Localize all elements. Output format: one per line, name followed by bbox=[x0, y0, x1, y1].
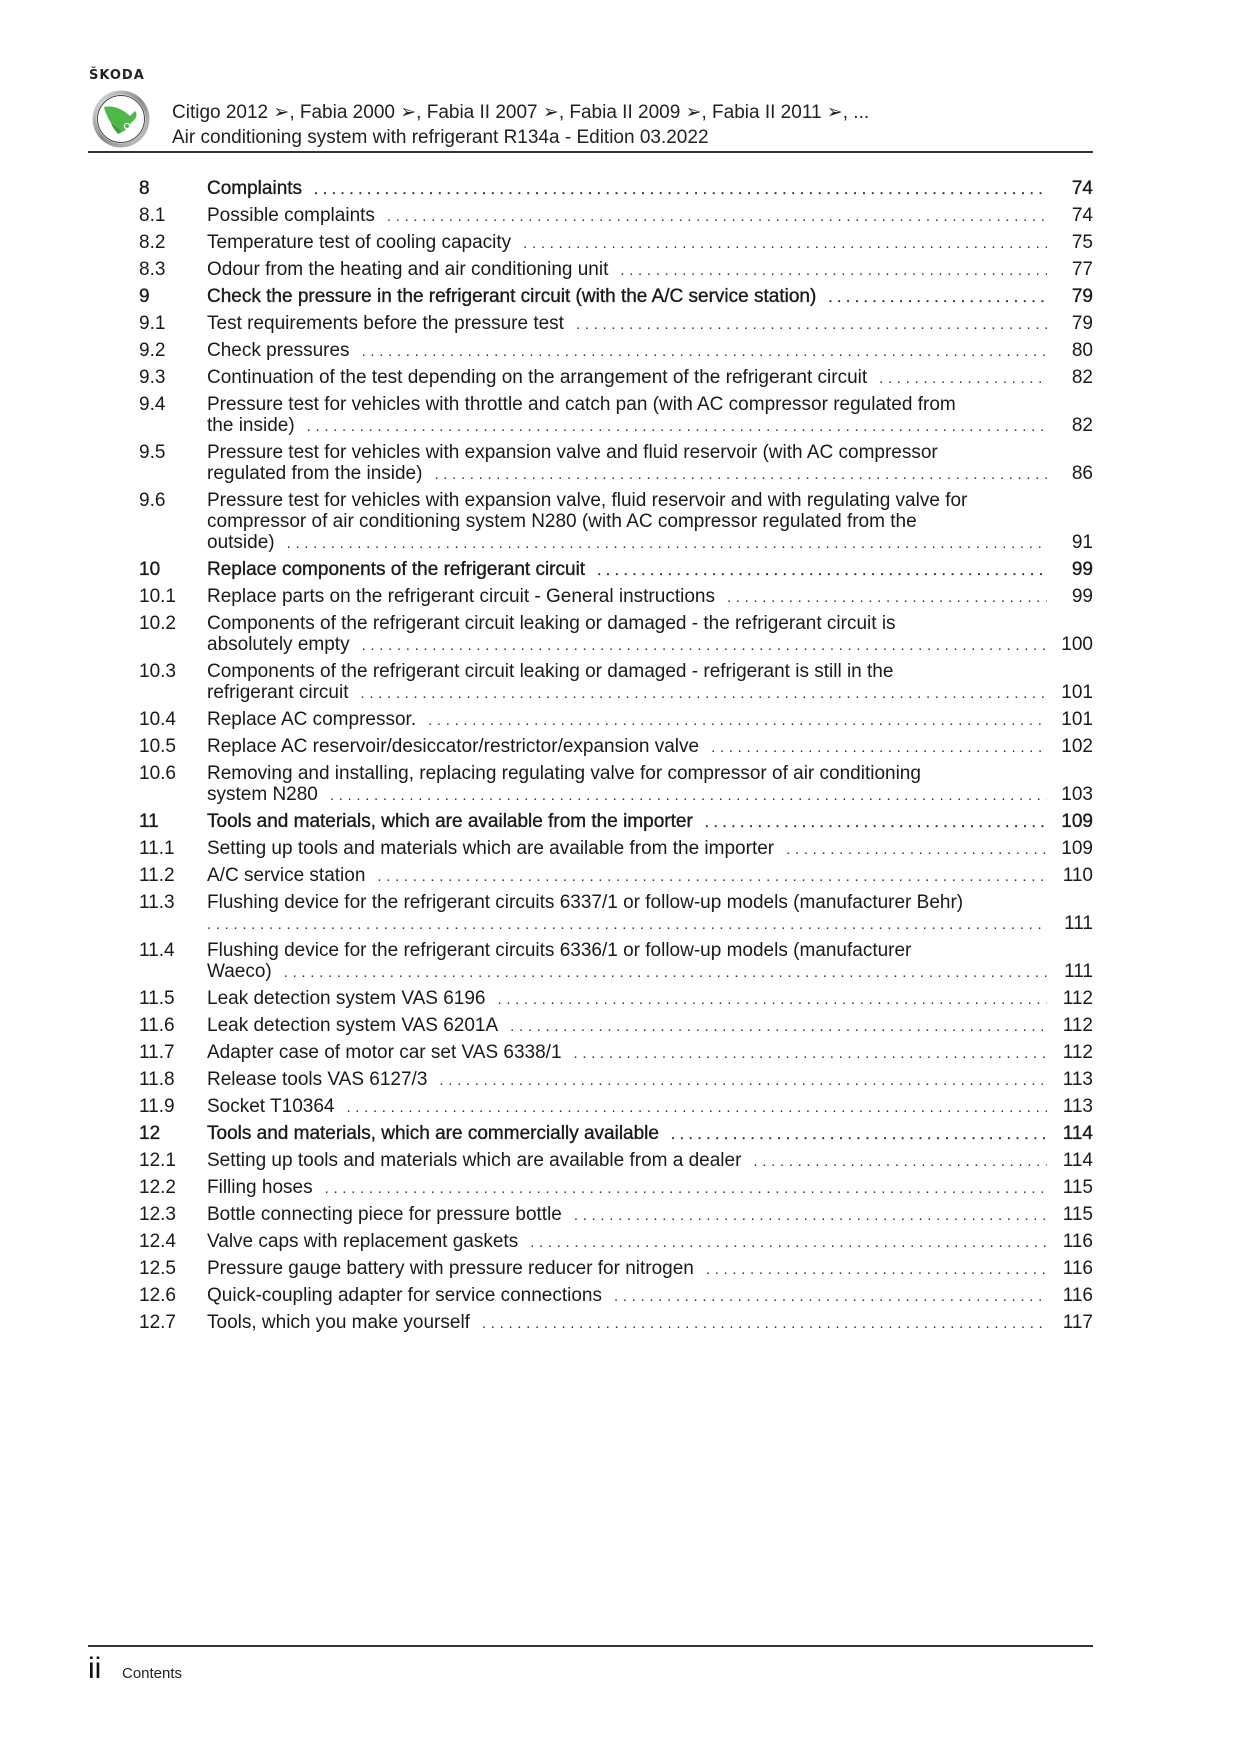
toc-entry-title-line: Release tools VAS 6127/3 bbox=[207, 1069, 428, 1090]
toc-entry-page: 100 bbox=[1061, 634, 1093, 655]
dot-leader bbox=[387, 206, 1047, 227]
toc-entry-title bbox=[207, 763, 1093, 806]
toc-entry[interactable] bbox=[139, 586, 1093, 608]
toc-entry-title bbox=[207, 613, 1093, 656]
toc-entry-number: 12.5 bbox=[139, 1258, 176, 1279]
toc-section bbox=[139, 559, 1093, 806]
toc-entry-number: 8 bbox=[139, 178, 150, 199]
toc-entry-page: 112 bbox=[1062, 988, 1093, 1009]
toc-entry-title bbox=[207, 178, 1093, 200]
toc-entry[interactable] bbox=[139, 259, 1093, 281]
toc-entry-page: 113 bbox=[1062, 1096, 1093, 1117]
dot-leader bbox=[620, 260, 1047, 281]
toc-entry-page: 111 bbox=[1064, 961, 1093, 982]
toc-entry-number: 9.1 bbox=[139, 313, 166, 334]
toc-entry[interactable] bbox=[139, 232, 1093, 254]
toc-entry[interactable] bbox=[139, 838, 1093, 860]
dot-leader bbox=[330, 785, 1047, 806]
header-rule bbox=[88, 151, 1093, 153]
toc-entry-number: 11.9 bbox=[139, 1096, 175, 1117]
toc-entry[interactable] bbox=[139, 1096, 1093, 1118]
toc-entry[interactable] bbox=[139, 340, 1093, 362]
toc-entry-page: 115 bbox=[1062, 1204, 1093, 1225]
skoda-logo-icon bbox=[91, 89, 151, 149]
dot-leader bbox=[530, 1232, 1047, 1253]
toc-entry-page: 116 bbox=[1062, 1285, 1093, 1306]
toc-entry-title bbox=[207, 811, 1093, 833]
toc-entry-title bbox=[207, 736, 1093, 758]
dot-leader bbox=[614, 1286, 1047, 1307]
toc-entry-title bbox=[207, 559, 1093, 581]
document-header bbox=[172, 100, 869, 150]
toc-entry-title-line: Pressure test for vehicles with expansion valve, fluid reservoir and with regulating valve for bbox=[207, 490, 968, 511]
toc-entry-number: 12.1 bbox=[139, 1150, 176, 1171]
toc-entry[interactable] bbox=[139, 1285, 1093, 1307]
toc-entry[interactable] bbox=[139, 1042, 1093, 1064]
toc-entry-title-line: Temperature test of cooling capacity bbox=[207, 232, 512, 253]
dot-leader bbox=[706, 1259, 1047, 1280]
toc-entry-number: 12 bbox=[139, 1123, 161, 1144]
toc-entry-number: 8.2 bbox=[139, 232, 166, 253]
toc-entry[interactable] bbox=[139, 865, 1093, 887]
toc-entry[interactable] bbox=[139, 394, 1093, 437]
toc-entry-title bbox=[207, 892, 1093, 935]
toc-entry-title bbox=[207, 1177, 1093, 1199]
toc-entry[interactable] bbox=[139, 661, 1093, 704]
toc-entry-number: 8.3 bbox=[139, 259, 166, 280]
table-of-contents bbox=[139, 178, 1093, 1339]
toc-entry-title-line: Replace parts on the refrigerant circuit - General instructions bbox=[207, 586, 715, 607]
brand-wordmark: ŠKODA bbox=[89, 68, 145, 83]
toc-entry-title bbox=[207, 490, 1093, 554]
toc-entry-title bbox=[207, 1096, 1093, 1118]
toc-chapter-entry[interactable] bbox=[139, 178, 1093, 200]
toc-entry-page: 82 bbox=[1071, 415, 1093, 436]
toc-entry-title-line: the inside) bbox=[207, 415, 295, 436]
toc-entry-title bbox=[207, 1231, 1093, 1253]
toc-entry-title-line: Flushing device for the refrigerant circuits 6337/1 or follow-up models (manufacturer Behr) bbox=[207, 892, 964, 913]
toc-entry-page: 102 bbox=[1061, 736, 1093, 757]
toc-entry-title bbox=[207, 1123, 1093, 1145]
toc-entry[interactable] bbox=[139, 1069, 1093, 1091]
toc-entry-title-line: Components of the refrigerant circuit leaking or damaged - refrigerant is still in the bbox=[207, 661, 894, 682]
toc-entry-title-line: outside) bbox=[207, 532, 275, 553]
dot-leader bbox=[597, 560, 1047, 581]
toc-entry[interactable] bbox=[139, 940, 1093, 983]
toc-entry-title-line: Valve caps with replacement gaskets bbox=[207, 1231, 519, 1252]
toc-entry-page: 110 bbox=[1062, 865, 1093, 886]
toc-entry-page: 114 bbox=[1062, 1150, 1093, 1171]
toc-entry-title-line: Socket T10364 bbox=[207, 1096, 335, 1117]
dot-leader bbox=[828, 287, 1047, 308]
toc-entry-number: 9.5 bbox=[139, 442, 166, 463]
toc-entry-title-line: Replace AC reservoir/desiccator/restrictor/expansion valve bbox=[207, 736, 700, 757]
toc-entry-title-line: Pressure test for vehicles with throttle and catch pan (with AC compressor regulated from bbox=[207, 394, 956, 415]
toc-entry[interactable] bbox=[139, 1231, 1093, 1253]
toc-entry-number: 10.4 bbox=[139, 709, 176, 730]
dot-leader bbox=[482, 1313, 1047, 1334]
toc-entry[interactable] bbox=[139, 988, 1093, 1010]
toc-entry-title bbox=[207, 1204, 1093, 1226]
toc-entry-number: 11 bbox=[139, 811, 159, 832]
toc-entry-number: 10.1 bbox=[139, 586, 176, 607]
toc-entry-number: 9.6 bbox=[139, 490, 166, 511]
toc-entry-title-line: Filling hoses bbox=[207, 1177, 313, 1198]
dot-leader bbox=[287, 533, 1047, 554]
dot-leader bbox=[284, 962, 1047, 983]
dot-leader bbox=[510, 1016, 1047, 1037]
toc-entry-number: 9.3 bbox=[139, 367, 166, 388]
toc-entry-title-line: Removing and installing, replacing regulating valve for compressor of air conditioning bbox=[207, 763, 921, 784]
document-title-line: Air conditioning system with refrigerant R134a - Edition 03.2022 bbox=[172, 127, 709, 148]
dot-leader bbox=[314, 179, 1047, 200]
dot-leader bbox=[753, 1151, 1047, 1172]
toc-entry[interactable] bbox=[139, 709, 1093, 731]
toc-entry[interactable] bbox=[139, 1204, 1093, 1226]
toc-entry[interactable] bbox=[139, 613, 1093, 656]
toc-entry-title bbox=[207, 940, 1093, 983]
toc-entry-title-line: Setting up tools and materials which are available from a dealer bbox=[207, 1150, 742, 1171]
dot-leader bbox=[574, 1043, 1047, 1064]
toc-entry-title-line: Components of the refrigerant circuit leaking or damaged - the refrigerant circuit is bbox=[207, 613, 896, 634]
toc-entry-title-line: Bottle connecting piece for pressure bottle bbox=[207, 1204, 562, 1225]
toc-entry-title-line: Test requirements before the pressure test bbox=[207, 313, 564, 334]
toc-entry-title bbox=[207, 340, 1093, 362]
toc-entry-number: 10 bbox=[139, 559, 161, 580]
toc-entry-page: 80 bbox=[1071, 340, 1093, 361]
toc-entry-title-line: absolutely empty bbox=[207, 634, 350, 655]
toc-section bbox=[139, 1123, 1093, 1334]
dot-leader bbox=[325, 1178, 1047, 1199]
toc-entry-title-line: Check pressures bbox=[207, 340, 350, 361]
toc-entry-number: 9 bbox=[139, 286, 150, 307]
models-line: Citigo 2012 ➢, Fabia 2000 ➢, Fabia II 2007 ➢, Fabia II 2009 ➢, Fabia II 2011 ➢, ... bbox=[172, 102, 870, 123]
toc-entry-page: 117 bbox=[1062, 1312, 1093, 1333]
toc-entry[interactable] bbox=[139, 1258, 1093, 1280]
toc-entry-title-line: Leak detection system VAS 6201A bbox=[207, 1015, 499, 1036]
toc-entry-number: 8.1 bbox=[139, 205, 166, 226]
toc-entry-number: 10.2 bbox=[139, 613, 176, 634]
toc-entry-number: 11.1 bbox=[139, 838, 175, 859]
toc-entry-page: 75 bbox=[1071, 232, 1093, 253]
footer-rule bbox=[88, 1645, 1093, 1647]
toc-entry-page: 101 bbox=[1061, 682, 1093, 703]
toc-entry-page: 114 bbox=[1062, 1123, 1093, 1144]
toc-entry-title bbox=[207, 709, 1093, 731]
toc-entry[interactable] bbox=[139, 490, 1093, 554]
toc-entry-title bbox=[207, 988, 1093, 1010]
dot-leader bbox=[307, 416, 1047, 437]
toc-entry-title-line: Flushing device for the refrigerant circuits 6336/1 or follow-up models (manufacturer bbox=[207, 940, 912, 961]
toc-entry-page: 109 bbox=[1061, 811, 1093, 832]
toc-entry-title-line: Setting up tools and materials which are available from the importer bbox=[207, 838, 775, 859]
toc-entry-page: 79 bbox=[1071, 313, 1093, 334]
toc-entry[interactable] bbox=[139, 1312, 1093, 1334]
toc-section bbox=[139, 811, 1093, 1118]
toc-entry[interactable] bbox=[139, 763, 1093, 806]
toc-entry-title-line: regulated from the inside) bbox=[207, 463, 423, 484]
toc-entry-number: 12.2 bbox=[139, 1177, 176, 1198]
toc-entry-number: 11.5 bbox=[139, 988, 175, 1009]
dot-leader bbox=[439, 1070, 1047, 1091]
toc-entry[interactable] bbox=[139, 1015, 1093, 1037]
dot-leader bbox=[711, 737, 1047, 758]
toc-entry-title bbox=[207, 367, 1093, 389]
dot-leader bbox=[207, 914, 1047, 935]
toc-entry-title bbox=[207, 1069, 1093, 1091]
dot-leader bbox=[671, 1124, 1047, 1145]
toc-entry-number: 11.7 bbox=[139, 1042, 175, 1063]
toc-entry-title bbox=[207, 1015, 1093, 1037]
dot-leader bbox=[705, 812, 1047, 833]
toc-entry-number: 9.4 bbox=[139, 394, 166, 415]
toc-entry-number: 11.2 bbox=[139, 865, 175, 886]
toc-entry-page: 116 bbox=[1062, 1258, 1093, 1279]
toc-entry-title-line: system N280 bbox=[207, 784, 318, 805]
toc-entry-title bbox=[207, 1042, 1093, 1064]
toc-entry-page: 74 bbox=[1071, 178, 1093, 199]
toc-entry-title bbox=[207, 259, 1093, 281]
toc-entry-title-line: Replace AC compressor. bbox=[207, 709, 417, 730]
toc-entry-page: 115 bbox=[1062, 1177, 1093, 1198]
toc-entry-title-line: Quick-coupling adapter for service connections bbox=[207, 1285, 602, 1306]
toc-entry-page: 86 bbox=[1071, 463, 1093, 484]
toc-entry-title bbox=[207, 394, 1093, 437]
toc-entry-title-line: Check the pressure in the refrigerant circuit (with the A/C service station) bbox=[207, 286, 817, 307]
toc-entry-page: 109 bbox=[1061, 838, 1093, 859]
toc-entry-number: 10.5 bbox=[139, 736, 176, 757]
toc-entry-number: 11.3 bbox=[139, 892, 175, 913]
dot-leader bbox=[361, 683, 1048, 704]
toc-entry-page: 91 bbox=[1071, 532, 1093, 553]
toc-entry-page: 112 bbox=[1062, 1042, 1093, 1063]
toc-entry-page: 77 bbox=[1071, 259, 1093, 280]
toc-entry-title-line: Continuation of the test depending on the arrangement of the refrigerant circuit bbox=[207, 367, 868, 388]
toc-entry-title-line: Leak detection system VAS 6196 bbox=[207, 988, 486, 1009]
toc-entry-number: 11.4 bbox=[139, 940, 175, 961]
toc-entry-number: 10.6 bbox=[139, 763, 176, 784]
toc-entry-title bbox=[207, 232, 1093, 254]
toc-entry-title-line: Pressure test for vehicles with expansion valve and fluid reservoir (with AC compressor bbox=[207, 442, 938, 463]
toc-chapter-entry[interactable] bbox=[139, 286, 1093, 308]
toc-chapter-entry[interactable] bbox=[139, 559, 1093, 581]
toc-entry-page: 111 bbox=[1064, 913, 1093, 934]
toc-entry-page: 99 bbox=[1071, 586, 1093, 607]
dot-leader bbox=[362, 635, 1047, 656]
toc-entry-title-line: Pressure gauge battery with pressure reducer for nitrogen bbox=[207, 1258, 694, 1279]
toc-section bbox=[139, 286, 1093, 554]
toc-entry-title bbox=[207, 1285, 1093, 1307]
toc-entry-title-line: compressor of air conditioning system N280 (with AC compressor regulated from the bbox=[207, 511, 917, 532]
toc-entry-title bbox=[207, 442, 1093, 485]
page-number: ii bbox=[88, 1652, 102, 1685]
toc-entry-title bbox=[207, 586, 1093, 608]
toc-entry-title-line: Waeco) bbox=[207, 961, 272, 982]
dot-leader bbox=[574, 1205, 1047, 1226]
dot-leader bbox=[727, 587, 1047, 608]
toc-entry-title bbox=[207, 838, 1093, 860]
toc-entry-page: 74 bbox=[1071, 205, 1093, 226]
toc-section bbox=[139, 178, 1093, 281]
toc-entry-title bbox=[207, 1312, 1093, 1334]
dot-leader bbox=[377, 866, 1047, 887]
dot-leader bbox=[428, 710, 1047, 731]
toc-entry-title bbox=[207, 661, 1093, 704]
footer-section-label: Contents bbox=[122, 1665, 183, 1682]
toc-entry-title-line: Tools, which you make yourself bbox=[207, 1312, 470, 1333]
toc-entry[interactable] bbox=[139, 313, 1093, 335]
dot-leader bbox=[497, 989, 1047, 1010]
toc-entry-number: 10.3 bbox=[139, 661, 176, 682]
toc-entry-number: 12.3 bbox=[139, 1204, 176, 1225]
toc-entry-title-line: Tools and materials, which are available from the importer bbox=[207, 811, 693, 832]
dot-leader bbox=[786, 839, 1047, 860]
toc-entry-title-line: Complaints bbox=[207, 178, 303, 199]
toc-entry-number: 11.6 bbox=[139, 1015, 175, 1036]
toc-entry[interactable] bbox=[139, 442, 1093, 485]
toc-entry-title-line: Adapter case of motor car set VAS 6338/1 bbox=[207, 1042, 562, 1063]
toc-chapter-entry[interactable] bbox=[139, 1123, 1093, 1145]
toc-entry-page: 101 bbox=[1061, 709, 1093, 730]
toc-entry-page: 116 bbox=[1062, 1231, 1093, 1252]
toc-entry-title-line: refrigerant circuit bbox=[207, 682, 349, 703]
dot-leader bbox=[362, 341, 1047, 362]
toc-entry-title-line: Possible complaints bbox=[207, 205, 375, 226]
toc-entry-page: 79 bbox=[1071, 286, 1093, 307]
toc-entry-title bbox=[207, 313, 1093, 335]
dot-leader bbox=[346, 1097, 1047, 1118]
toc-entry-title-line: Odour from the heating and air conditioning unit bbox=[207, 259, 609, 280]
toc-entry-number: 12.7 bbox=[139, 1312, 176, 1333]
toc-entry-number: 9.2 bbox=[139, 340, 166, 361]
toc-entry-page: 113 bbox=[1062, 1069, 1093, 1090]
toc-entry-number: 11.8 bbox=[139, 1069, 175, 1090]
toc-entry-number: 12.4 bbox=[139, 1231, 176, 1252]
toc-entry-page: 103 bbox=[1061, 784, 1093, 805]
toc-entry-number: 12.6 bbox=[139, 1285, 176, 1306]
toc-entry-page: 82 bbox=[1071, 367, 1093, 388]
toc-entry-title bbox=[207, 1150, 1093, 1172]
toc-entry-title-line: Tools and materials, which are commercially available bbox=[207, 1123, 659, 1144]
toc-entry-title-line: Replace components of the refrigerant circuit bbox=[207, 559, 586, 580]
toc-chapter-entry[interactable] bbox=[139, 811, 1093, 833]
toc-entry-title bbox=[207, 1258, 1093, 1280]
toc-entry-title-line: A/C service station bbox=[207, 865, 366, 886]
toc-entry-page: 99 bbox=[1071, 559, 1093, 580]
toc-entry-title bbox=[207, 286, 1093, 308]
toc-entry-page: 112 bbox=[1062, 1015, 1093, 1036]
toc-entry[interactable] bbox=[139, 367, 1093, 389]
toc-entry[interactable] bbox=[139, 736, 1093, 758]
toc-entry-title bbox=[207, 865, 1093, 887]
toc-entry-title bbox=[207, 205, 1093, 227]
toc-entry[interactable] bbox=[139, 205, 1093, 227]
toc-entry[interactable] bbox=[139, 1150, 1093, 1172]
toc-entry[interactable] bbox=[139, 1177, 1093, 1199]
dot-leader bbox=[879, 368, 1047, 389]
dot-leader bbox=[434, 464, 1047, 485]
dot-leader bbox=[576, 314, 1047, 335]
toc-entry[interactable] bbox=[139, 892, 1093, 935]
dot-leader bbox=[523, 233, 1047, 254]
